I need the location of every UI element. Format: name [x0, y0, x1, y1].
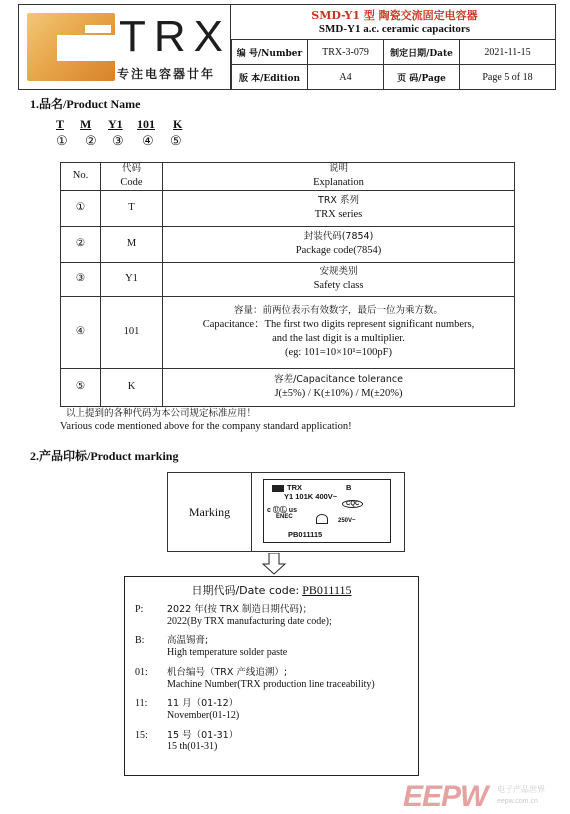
item-en: 15 th(01-31)	[167, 741, 218, 753]
row-explanation-line: and the last digit is a multiplier.	[272, 332, 405, 344]
date-code-value: PB011115	[302, 583, 352, 597]
row-explanation	[163, 263, 515, 297]
section-title-product-marking: 2.产品印标/Product marking	[30, 449, 179, 463]
date-label: 制定日期/Date	[384, 40, 460, 65]
eepw-watermark-url: eepw.com.cn	[497, 798, 538, 805]
marking-chip-image	[263, 479, 391, 543]
row-explanation	[163, 227, 515, 263]
index-marker: ①	[56, 133, 68, 148]
standard-note	[60, 408, 352, 434]
page-label: 页 码/Page	[384, 65, 460, 90]
marking-box	[167, 472, 405, 552]
index-marker: ③	[112, 133, 124, 148]
index-marker: ②	[85, 133, 97, 148]
row-no: ③	[61, 263, 101, 297]
kc-mark-icon	[316, 514, 328, 524]
table-row	[61, 297, 515, 369]
list-item	[135, 635, 408, 659]
item-zh: 高温锡膏;	[167, 635, 209, 647]
item-key: 01:	[135, 666, 148, 678]
company-logo	[19, 5, 231, 89]
list-item	[135, 604, 408, 628]
row-explanation-line: Package code(7854)	[295, 244, 382, 256]
row-explanation-line: TRX series	[314, 208, 363, 220]
code-part: K	[173, 117, 183, 131]
chip-brand-text: TRX	[287, 483, 302, 492]
eepw-watermark-sub: 电子产品世界	[497, 785, 545, 794]
chip-date-code: PB011115	[288, 530, 323, 539]
doc-info-table	[231, 39, 556, 90]
row-no: ⑤	[61, 369, 101, 407]
ul-mark-icon: c ⓊⓁ us	[267, 507, 297, 514]
item-key: 11:	[135, 698, 148, 710]
item-key: 15:	[135, 729, 148, 741]
item-en: 2022(By TRX manufacturing date code);	[167, 615, 332, 627]
chip-solder-code: B	[346, 483, 352, 492]
item-zh: 15 号（01-31）	[167, 729, 239, 741]
edition-value: A4	[308, 65, 384, 90]
list-item	[135, 698, 408, 722]
row-code: K	[101, 369, 163, 407]
trx-logo-icon	[272, 485, 284, 492]
row-explanation	[163, 191, 515, 227]
eepw-watermark: EEPW	[403, 780, 488, 813]
item-key: P:	[135, 604, 144, 615]
date-value: 2021-11-15	[460, 40, 556, 65]
date-code-heading	[135, 582, 408, 598]
logo-mark	[27, 13, 115, 81]
item-en: High temperature solder paste	[167, 647, 288, 659]
code-part: M	[80, 117, 92, 131]
row-explanation-line: J(±5%) / K(±10%) / M(±20%)	[274, 387, 403, 399]
row-explanation-line: 安规类别	[319, 266, 358, 277]
page-value: Page 5 of 18	[460, 65, 556, 90]
row-explanation-line: 容差/Capacitance tolerance	[274, 374, 403, 385]
row-explanation-line: Capacitance：The first two digits represent significant numbers,	[202, 318, 475, 330]
row-explanation-line: 容量：前两位表示有效数字，最后一位为乘方数。	[233, 304, 443, 316]
list-item	[135, 730, 408, 754]
row-code: Y1	[101, 263, 163, 297]
row-explanation-line: (eg: 101=10×10¹=100pF)	[285, 346, 392, 358]
date-code-box	[124, 576, 419, 776]
note-en: Various code mentioned above for the company standard application!	[60, 421, 352, 433]
date-code-label: 日期代码/Date code:	[191, 584, 300, 597]
row-explanation-line: TRX 系列	[318, 195, 359, 206]
item-en: November(01-12)	[167, 710, 240, 721]
document-header	[18, 4, 556, 90]
list-item	[135, 667, 408, 691]
enec-mark-icon: ENEC	[276, 514, 293, 520]
row-code: M	[101, 227, 163, 263]
table-row	[61, 191, 515, 227]
note-zh: 以上提到的各种代码为本公司规定标准应用！	[66, 408, 257, 419]
col-header-explanation	[163, 163, 515, 191]
logo-brand: TRX	[119, 12, 231, 61]
item-zh: 机台编号（TRX 产线追溯）;	[167, 666, 288, 678]
marking-label: Marking	[168, 473, 252, 551]
number-value: TRX-3-079	[308, 40, 384, 65]
row-explanation	[163, 369, 515, 407]
row-code: T	[101, 191, 163, 227]
item-zh: 2022 年(按 TRX 制造日期代码)；	[167, 604, 313, 615]
table-row	[61, 369, 515, 407]
code-part: Y1	[108, 117, 123, 131]
code-part: 101	[137, 117, 155, 131]
row-explanation-line: 封装代码(7854)	[303, 231, 374, 242]
section-title-product-name: 1.品名/Product Name	[30, 97, 141, 111]
chip-rating: Y1 101K 400V~	[284, 492, 338, 501]
row-no: ①	[61, 191, 101, 227]
chip-voltage: 250V~	[338, 518, 356, 524]
chip-brand	[272, 483, 302, 492]
doc-title-en: SMD-Y1 a.c. ceramic capacitors	[318, 23, 471, 35]
doc-title-cn: SMD-Y1 型 陶瓷交流固定电容器	[311, 9, 478, 22]
item-key: B:	[135, 635, 145, 647]
down-arrow-icon	[262, 553, 286, 575]
col-header-expl-en: Explanation	[313, 176, 364, 188]
cqc-mark-icon: CQC	[342, 500, 363, 508]
table-row	[61, 263, 515, 297]
index-marker: ⑤	[170, 133, 182, 148]
row-no: ②	[61, 227, 101, 263]
index-marker: ④	[142, 133, 154, 148]
row-code: 101	[101, 297, 163, 369]
code-explanation-table	[60, 162, 515, 407]
item-zh: 11 月（01-12）	[167, 698, 239, 710]
row-explanation-line: Safety class	[313, 279, 364, 291]
row-no: ④	[61, 297, 101, 369]
edition-label: 版 本/Edition	[232, 65, 308, 90]
col-header-code	[101, 163, 163, 191]
code-part: T	[56, 117, 65, 131]
number-label: 编 号/Number	[232, 40, 308, 65]
item-en: Machine Number(TRX production line traceability)	[167, 678, 375, 690]
logo-slogan: 专注电容器廿年	[117, 67, 216, 81]
col-header-code-zh: 代码	[121, 163, 141, 174]
row-explanation	[163, 297, 515, 369]
col-header-code-en: Code	[120, 176, 143, 188]
col-header-no: No.	[61, 163, 101, 191]
col-header-expl-zh: 说明	[328, 163, 348, 174]
table-row	[61, 227, 515, 263]
